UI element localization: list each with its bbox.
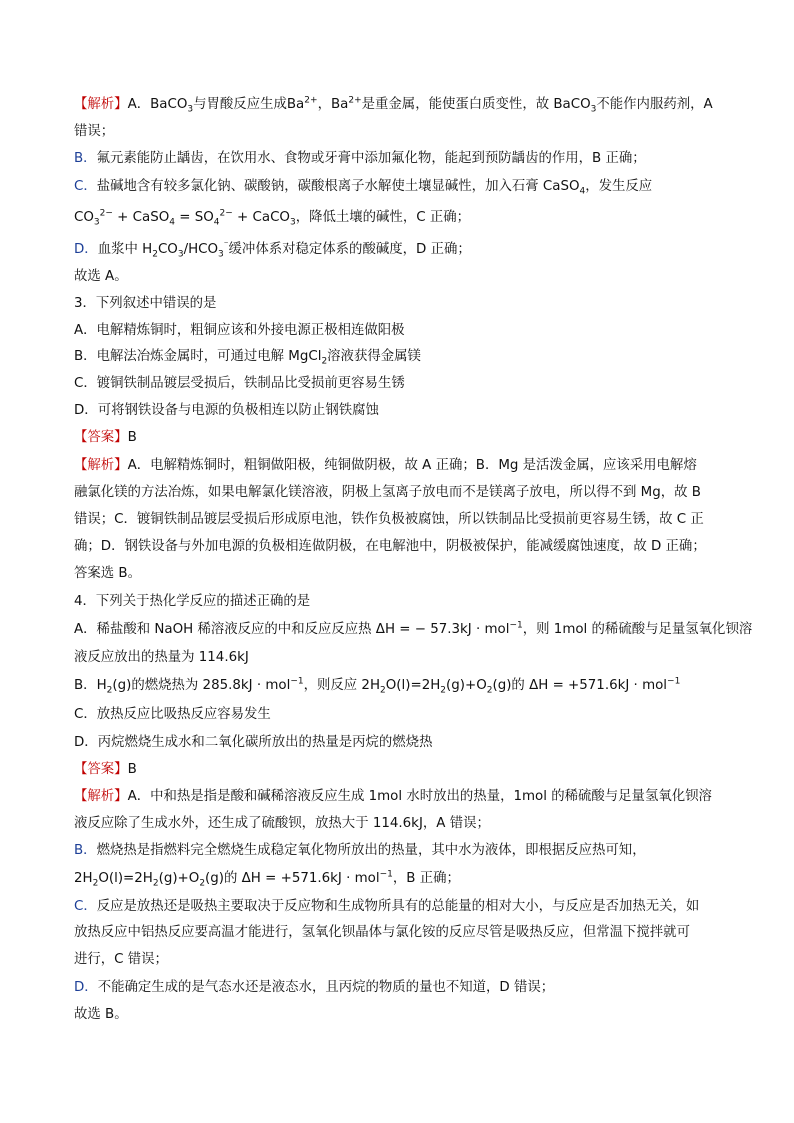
section-tag: 【答案】: [74, 430, 128, 445]
text-segment: ，Ba: [317, 97, 349, 112]
text-segment: B．电解法冶炼金属时，可通过电解 MgCl: [74, 349, 322, 364]
text-segment: 燃烧热是指燃料完全燃烧生成稳定氧化物所放出的热量，其中水为液体，即根据反应热可知，: [96, 843, 646, 858]
text-segment: 错误；C．镀铜铁制品镀层受损后形成原电池，铁作负极被腐蚀，所以铁制品比受损前更容易生锈，故 C 正: [74, 512, 704, 527]
text-line: [74, 511, 734, 529]
text-line: [74, 898, 734, 916]
text-segment: 是重金属，能使蛋白质变性，故 BaCO: [361, 97, 591, 112]
text-segment: A．稀盐酸和 NaOH 稀溶液反应的中和反应反应热 ΔH = − 57.3kJ · mol: [74, 622, 510, 637]
option-label: B．: [74, 843, 97, 858]
text-segment: 2: [152, 878, 159, 889]
text-segment: + CaSO: [112, 210, 170, 225]
text-line: [74, 241, 734, 259]
text-line: [74, 842, 734, 860]
text-line: [74, 649, 734, 667]
text-segment: −1: [379, 869, 393, 880]
text-segment: 溶液获得金属镁: [327, 349, 421, 364]
text-segment: 故选 B。: [74, 1007, 128, 1022]
text-segment: CO: [74, 210, 94, 225]
text-line: [74, 484, 734, 502]
text-segment: 2: [486, 685, 493, 696]
text-segment: 融氯化镁的方法冶炼，如果电解氯化镁溶液，阴极上氢离子放电而不是镁离子放电，所以得不到 Mg，故 B: [74, 485, 701, 500]
text-segment: 不能作内服药剂，A: [596, 97, 713, 112]
text-segment: 4: [169, 217, 175, 228]
text-segment: 2: [321, 356, 328, 367]
text-segment: 2−: [219, 208, 233, 219]
text-line: [74, 924, 734, 942]
text-segment: 3: [187, 104, 194, 115]
text-line: [74, 734, 734, 752]
text-segment: C．放热反应比吸热反应容易发生: [74, 707, 271, 722]
option-label: B．: [74, 151, 97, 166]
text-segment: −1: [509, 620, 523, 631]
text-segment: 错误；: [74, 124, 115, 139]
text-segment: 3: [177, 249, 184, 260]
text-segment: 2: [152, 249, 158, 260]
section-tag: 【解析】: [74, 97, 128, 112]
text-segment: 放热反应中铝热反应要高温才能进行，氢氧化钡晶体与氯化铵的反应尽管是吸热反应，但常温下搅拌就可: [74, 925, 690, 940]
text-line: [74, 951, 734, 969]
text-segment: 液反应除了生成水外，还生成了硫酸钡，放热大于 114.6kJ，A 错误；: [74, 816, 490, 831]
text-segment: 3．下列叙述中错误的是: [74, 296, 217, 311]
option-label: C．: [74, 899, 97, 914]
text-segment: −1: [290, 676, 304, 687]
text-segment: 3: [93, 217, 100, 228]
text-segment: (g)+O: [446, 678, 487, 693]
text-line: [74, 706, 734, 724]
text-segment: B．H: [74, 678, 107, 693]
text-segment: 2+: [304, 95, 318, 106]
text-line: [74, 979, 734, 997]
text-segment: B: [127, 430, 137, 445]
text-line: [74, 150, 734, 168]
text-line: [74, 457, 734, 475]
text-segment: D．丙烷燃烧生成水和二氧化碳所放出的热量是丙烷的燃烧热: [74, 735, 433, 750]
text-segment: 4．下列关于热化学反应的描述正确的是: [74, 594, 311, 609]
text-segment: 反应是放热还是吸热主要取决于反应物和生成物所具有的总能量的相对大小，与反应是否加热无关，如: [96, 899, 700, 914]
text-segment: = SO: [174, 210, 214, 225]
text-segment: 缓冲体系对稳定体系的酸碱度，D 正确；: [228, 242, 471, 257]
text-segment: B: [127, 762, 137, 777]
text-line: [74, 295, 734, 313]
text-segment: 2+: [348, 95, 362, 106]
option-label: C．: [74, 179, 97, 194]
text-segment: A．电解精炼铜时，粗铜应该和外接电源正极相连做阳极: [74, 323, 405, 338]
text-line: [74, 96, 734, 114]
text-segment: 2: [92, 878, 99, 889]
text-segment: 血浆中 H: [97, 242, 153, 257]
text-line: [74, 209, 734, 227]
text-segment: 答案选 B。: [74, 566, 142, 581]
option-label: D．: [74, 242, 98, 257]
text-line: [74, 593, 734, 611]
text-segment: 3: [218, 249, 224, 260]
text-segment: 2: [380, 685, 386, 696]
text-segment: + CaCO: [232, 210, 290, 225]
text-line: [74, 620, 753, 639]
text-segment: 4: [579, 186, 586, 197]
text-line: [74, 402, 734, 420]
text-segment: A．中和热是指是酸和碱稀溶液反应生成 1mol 水时放出的热量，1mol 的稀硫酸与足量氢氧化钡溶: [127, 789, 712, 804]
text-line: [74, 870, 734, 888]
text-segment: 与胃酸反应生成Ba: [193, 97, 305, 112]
text-segment: (g)的燃烧热为 285.8kJ · mol: [112, 678, 291, 693]
text-segment: O(l)=2H: [98, 871, 153, 886]
text-segment: ⁻: [223, 240, 229, 251]
text-line: [74, 1006, 734, 1024]
text-segment: D．可将钢铁设备与电源的负极相连以防止钢铁腐蚀: [74, 403, 379, 418]
text-segment: 2H: [74, 871, 93, 886]
text-line: [74, 268, 734, 286]
text-line: [74, 538, 734, 556]
text-segment: 氟元素能防止龋齿，在饮用水、食物或牙膏中添加氟化物，能起到预防龋齿的作用，B 正确；: [96, 151, 646, 166]
text-segment: 确；D．钢铁设备与外加电源的负极相连做阴极，在电解池中，阴极被保护，能减缓腐蚀速度，故 D 正确；: [74, 539, 706, 554]
text-segment: 盐碱地含有较多氯化钠、碳酸钠，碳酸根离子水解使土壤显碱性，加入石膏 CaSO: [96, 179, 580, 194]
section-tag: 【解析】: [74, 458, 128, 473]
text-segment: 2: [106, 685, 113, 696]
text-segment: (g)的 ΔH = +571.6kJ · mol: [205, 871, 380, 886]
text-segment: −1: [667, 676, 681, 687]
text-line: [74, 815, 734, 833]
text-line: [74, 788, 734, 806]
text-segment: /HCO: [183, 242, 219, 257]
text-segment: O(l)=2H: [385, 678, 441, 693]
text-segment: 3: [590, 104, 597, 115]
text-segment: ，B 正确；: [392, 871, 460, 886]
text-segment: 2−: [99, 208, 113, 219]
text-segment: 2: [199, 878, 206, 889]
text-segment: (g)+O: [158, 871, 200, 886]
text-line: [74, 178, 734, 196]
text-segment: 3: [289, 217, 296, 228]
text-segment: ，降低土壤的碱性，C 正确；: [295, 210, 470, 225]
text-segment: 不能确定生成的是气态水还是液态水，且丙烷的物质的量也不知道，D 错误；: [97, 980, 555, 995]
text-line: [74, 348, 734, 366]
text-line: [74, 322, 734, 340]
text-line: [74, 429, 734, 447]
text-segment: 故选 A。: [74, 269, 128, 284]
text-segment: (g)的 ΔH = +571.6kJ · mol: [492, 678, 668, 693]
text-segment: ，则 1mol 的稀硫酸与足量氢氧化钡溶: [522, 622, 753, 637]
text-segment: A．电解精炼铜时，粗铜做阳极，纯铜做阴极，故 A 正确；B．Mg 是活泼金属，应该采用电解熔: [127, 458, 697, 473]
section-tag: 【答案】: [74, 762, 128, 777]
text-line: [74, 677, 734, 695]
text-line: [74, 761, 734, 779]
text-line: [74, 565, 734, 583]
text-segment: CO: [157, 242, 178, 257]
text-segment: 进行，C 错误；: [74, 952, 168, 967]
text-segment: ，则反应 2H: [303, 678, 381, 693]
text-segment: 2: [440, 685, 447, 696]
text-segment: ，发生反应: [585, 179, 653, 194]
text-segment: 液反应放出的热量为 114.6kJ: [74, 650, 249, 665]
text-segment: A．BaCO: [127, 97, 188, 112]
text-segment: 4: [213, 217, 220, 228]
text-line: [74, 375, 734, 393]
text-segment: C．镀铜铁制品镀层受损后，铁制品比受损前更容易生锈: [74, 376, 405, 391]
section-tag: 【解析】: [74, 789, 128, 804]
option-label: D．: [74, 980, 98, 995]
text-line: [74, 123, 734, 141]
